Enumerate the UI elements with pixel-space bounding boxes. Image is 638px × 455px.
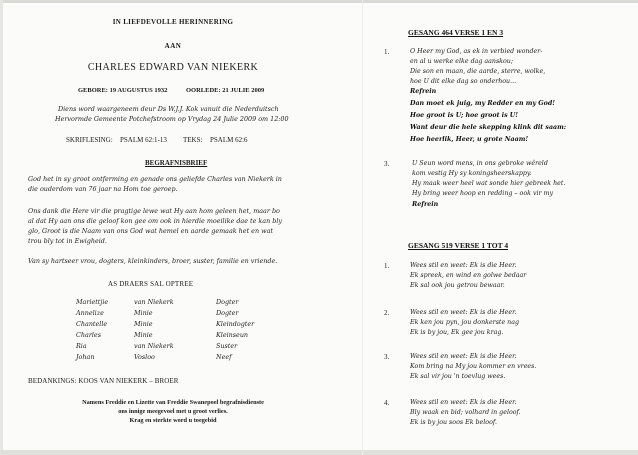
paragraph-2-line-2: al dat Hy aan ons die geloof kon gee om ook in hierdie moeilike dae te kan bly bbox=[28, 217, 283, 225]
scan-edge-top bbox=[0, 0, 638, 3]
funeral-letter-heading: BEGRAFNISBRIEF bbox=[145, 159, 208, 167]
pallbearer-first-name: Johan bbox=[76, 353, 95, 361]
hymn-line: Kom bring na My jou kommer en vrees. bbox=[410, 363, 537, 370]
hymn-1-heading: GESANG 464 VERSE 1 EN 3 bbox=[408, 28, 504, 37]
paragraph-2-line-1: Ons dank die Here vir die pragtige lewe wat Hy aan hom geleen het, maar bo bbox=[28, 207, 280, 215]
text-label: TEKS: bbox=[183, 136, 203, 144]
pallbearer-role: Suster bbox=[216, 342, 238, 350]
paragraph-2-line-3: glo, Groot is die Naam van ons God wat hemel en aarde gemaak het en wat bbox=[28, 227, 273, 235]
family-line: Van sy hartseer vrou, dogters, kleinkinders, broer, suster, familie en vriende. bbox=[28, 257, 278, 265]
pallbearer-last-name: Minie bbox=[134, 309, 153, 317]
refrain-line: Hoe groot is U; hoe groot is U! bbox=[410, 112, 519, 119]
hymn-line: U Seun word mens, in ons gebroke wêreld bbox=[412, 160, 548, 167]
paragraph-1-line-2: die ouderdom van 76 jaar na Hom toe geroep. bbox=[28, 185, 178, 193]
hymn-1-verse-1-number: 1. bbox=[384, 48, 390, 56]
footer-line-2: ons innige meegevoel met u groot verlies. bbox=[118, 408, 228, 415]
service-line-1: Diens word waargeneem deur Ds W.J.J. Kok vanuit die Nederduitsch bbox=[58, 105, 279, 113]
hymn-line: Bly waak en bid; volhard in geloof. bbox=[410, 409, 521, 416]
pallbearer-role: Dogter bbox=[216, 298, 239, 306]
hymn-line: Ek is by jou, Ek gee jou krag. bbox=[410, 329, 504, 336]
hymn-line: en al u werke elke dag aanskou; bbox=[410, 58, 513, 65]
refrain-line: Dan moet ek juig, my Redder en my God! bbox=[410, 100, 555, 107]
pallbearer-last-name: Minie bbox=[134, 320, 153, 328]
hymn-line: Ek ken jou pyn, jou donkerste nag bbox=[410, 319, 520, 326]
hymn-2-verse-2-number: 2. bbox=[384, 309, 390, 317]
pallbearer-first-name: Ria bbox=[76, 342, 87, 350]
hymn-2-verse-4-number: 4. bbox=[384, 399, 390, 407]
page-fold bbox=[362, 0, 363, 455]
refrain-line: Hoe heerlik, Heer, u grote Naam! bbox=[410, 136, 529, 143]
refrain-line: Want deur die hele skepping klink dit saam: bbox=[410, 124, 567, 131]
pallbearer-last-name: van Niekerk bbox=[134, 298, 174, 306]
text-value: PSALM 62:6 bbox=[210, 136, 248, 144]
birth-date: GEBORE: 19 AUGUSTUS 1932 bbox=[78, 87, 168, 94]
hymn-line: Wees stil en weet: Ek is die Heer. bbox=[410, 353, 517, 360]
deceased-name: CHARLES EDWARD VAN NIEKERK bbox=[87, 62, 259, 73]
hymn-2-verse-3-number: 3. bbox=[384, 353, 390, 361]
pallbearer-last-name: Vosloo bbox=[134, 353, 155, 361]
hymn-line: Ek is by jou soos Ek beloof. bbox=[410, 419, 497, 426]
pallbearer-last-name: van Niekerk bbox=[134, 342, 174, 350]
hymn-line: Ek spreek, en wind en golwe bedaar bbox=[410, 272, 527, 279]
pallbearer-role: Neef bbox=[216, 353, 232, 361]
aan-label: AAN bbox=[164, 42, 182, 50]
scan-edge-bottom bbox=[0, 450, 638, 455]
pallbearer-role: Dogter bbox=[216, 309, 239, 317]
paragraph-1-line-1: God het in sy groot ontferming en genade ons geliefde Charles van Niekerk in bbox=[28, 175, 282, 183]
service-line-2: Hervormde Gemeente Potchefstroom op Vrydag 24 Julie 2009 om 12:00 bbox=[55, 115, 289, 123]
reading-value: PSALM 62:1-13 bbox=[120, 136, 167, 144]
hymn-line: hoe U dit elke dag so onderhou... bbox=[410, 78, 517, 85]
hymn-line: Ek sal ook jou getrou bewaar. bbox=[410, 282, 505, 289]
hymn-line: kom vestig Hy sy koningsheerskappy. bbox=[412, 170, 532, 177]
death-date: OORLEDE: 21 JULIE 2009 bbox=[186, 87, 265, 94]
pallbearer-first-name: Chantelle bbox=[76, 320, 108, 328]
hymn-line: Hy bring weer hoop en redding – ook vir my bbox=[412, 190, 554, 197]
hymn-line: Die son en maan, die aarde, sterre, wolke, bbox=[410, 68, 546, 75]
pallbearers-heading: AS DRAERS SAL OPTREE bbox=[108, 280, 194, 288]
pallbearer-role: Kleinseun bbox=[216, 331, 249, 339]
reading-label: SKRIFLESING: bbox=[66, 136, 113, 144]
memorial-heading: IN LIEFDEVOLLE HERINNERING bbox=[112, 18, 234, 26]
footer-line-1: Namens Freddie en Lizette van Freddie Swanepoel begrafnisdienste bbox=[82, 399, 264, 406]
hymn-1-verse-3-number: 3. bbox=[384, 160, 390, 168]
refrain-label: Refrein bbox=[412, 201, 439, 208]
footer-line-3: Krag en sterkte word u toegebid bbox=[129, 417, 217, 424]
hymn-line: O Heer my God, as ek in verbied wonder- bbox=[410, 48, 543, 55]
hymn-2-verse-1-number: 1. bbox=[384, 262, 390, 270]
hymn-line: Wees stil en weet: Ek is die Heer. bbox=[410, 309, 517, 316]
pallbearer-role: Kleindogter bbox=[216, 320, 255, 328]
hymn-2-heading: GESANG 519 VERSE 1 TOT 4 bbox=[408, 241, 509, 250]
hymn-line: Hy maak weer heel wat sonde hier gebreek het. bbox=[412, 180, 566, 187]
pallbearer-first-name: Mariettjie bbox=[76, 298, 109, 306]
pallbearer-first-name: Charles bbox=[76, 331, 101, 339]
pallbearer-first-name: Annelize bbox=[76, 309, 104, 317]
hymn-line: Wees stil en weet: Ek is die Heer. bbox=[410, 399, 517, 406]
paragraph-2-line-4: trou bly tot in Ewigheid. bbox=[28, 237, 107, 245]
thanks-line: BEDANKINGS: KOOS VAN NIEKERK – BROER bbox=[28, 377, 179, 385]
hymn-line: Ek sal vir jou 'n toevlug wees. bbox=[410, 373, 506, 380]
scan-edge-left bbox=[0, 0, 3, 455]
hymn-line: Wees stil en weet: Ek is die Heer. bbox=[410, 262, 517, 269]
refrain-label: Refrein bbox=[410, 88, 437, 95]
pallbearer-last-name: Minie bbox=[134, 331, 153, 339]
